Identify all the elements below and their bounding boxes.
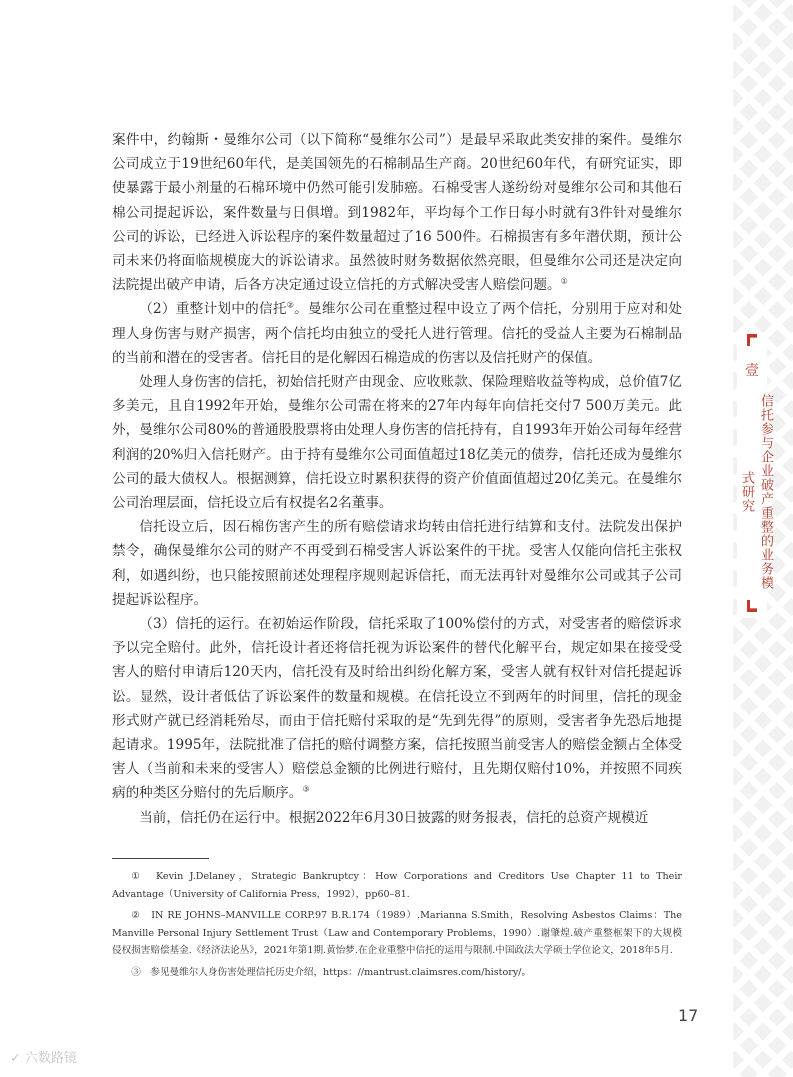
bracket-top-icon [747,334,757,346]
paragraph-text: 案件中，约翰斯・曼维尔公司（以下简称“曼维尔公司”）是最早采取此类安排的案件。曼维尔公司成立于19世纪60年代，是美国领先的石棉制品生产商。20世纪60年代，有研究证实，即使暴露于最小剂量的石棉环境中仍然可能引发肺癌。石棉受害人遂纷纷对曼维尔公司和其他石棉公司提起诉讼，案件数量与日俱增。到1982年，平均每个工作日每小时就有3件针对曼维尔公司的诉讼，已经进入诉讼程序的案件数量超过了16 500件。石棉损害有多年潜伏期，预计公司未来仍将面临规模庞大的诉讼请求。虽然彼时财务数据依然亮眼，但曼维尔公司还是决定向法院提出破产申请，后各方决定通过设立信托的方式解决受害人赔偿问题。 [112,132,682,294]
paragraph-text: 。曼维尔公司在重整过程中设立了两个信托，分别用于应对和处理人身伤害与财产损害，两个信托均由独立的受托人进行管理。信托的受益人主要为石棉制品的当前和潜在的受害者。信托目的是化解因石棉造成的伤害以及信托财产的保值。 [112,301,683,366]
chapter-side-tab [737,332,773,618]
paragraph: 当前，信托仍在运行中。根据2022年6月30日披露的财务报表，信托的总资产规模近 [139,809,649,826]
watermark-logo-icon: ✓ [10,1051,21,1066]
watermark [10,1047,77,1066]
chapter-number: 壹 [745,363,759,379]
paragraph-text: （3）信托的运行。在初始运作阶段，信托采取了100%偿付的方式，对受害者的赔偿诉求予以完全赔付。此外，信托设计者还将信托视为诉讼案件的替代化解平台，规定如果在接受受害人的赔付申请后120天内，信托没有及时给出纠纷化解方案，受害人就有权针对信托提起诉讼。显然，设计者低估了诉讼案件的数量和规模。在信托设立不到两年的时间里，信托的现金形式财产就已经消耗殆尽，而由于信托赔付采取的是“先到先得”的原则，受害者争先恐后地提起请求。1995年，法院批准了信托的赔付调整方案，信托按照当前受害人的赔偿金额占全体受害人（当前和未来的受害人）赔偿总金额的比例进行赔付，且先期仅赔付10%，并按照不同疾病的种类区分赔付的先后顺序。 [112,616,682,802]
footnote-1: ① Kevin J.Delaney，Strategic Bankruptcy：How Corporations and Creditors Use Chapter 11 to Their Advantage（University of California Press，1992），pp60–81. [112,871,682,900]
footnote-divider [112,858,209,859]
paragraph [112,128,682,297]
paragraph-heading: （2）重整计划中的信托 [139,301,287,318]
footnote-3: ③ 参见曼维尔人身伤害处理信托历史介绍，https：//mantrust.claimsres.com/history/。 [131,966,532,978]
paragraph: 信托设立后，因石棉伤害产生的所有赔偿请求均转由信托进行结算和支付。法院发出保护禁令，确保曼维尔公司的财产不再受到石棉受害人诉讼案件的干扰。受害人仅能向信托主张权利，如遇纠纷，也只能按照前述处理程序规则起诉信托，而无法再针对曼维尔公司或其子公司提起诉讼程序。 [112,519,682,608]
page-number: 17 [678,1006,699,1025]
footnote-2: ② IN RE JOHNS–MANVILLE CORP.97 B.R.174（1989）.Marianna S.Smith，Resolving Asbestos Claims：The Manville Personal Injury Settlement Trust（Law and Contemporary Problems，1990）.谢肇煌.破产重整框架下的大规模侵权损害赔偿基金.《经济法论丛》，2021年第1期.黄怡梦.在企业重整中信托的运用与限制.中国政法大学硕士学位论文，2018年5月. [112,910,682,957]
footnote-ref[interactable]: ② [286,300,295,310]
body-text [112,128,682,830]
paragraph [112,297,682,370]
footnote-ref[interactable]: ③ [302,784,310,794]
footnote-ref[interactable]: ① [560,276,568,286]
bracket-bottom-icon [747,600,757,612]
chapter-title: 信托参与企业破产重整的业务模式研究 [739,394,773,590]
paragraph: 处理人身伤害的信托，初始信托财产由现金、应收账款、保险理赔收益等构成，总价值7亿多美元，且自1992年开始，曼维尔公司需在将来的27年内每年向信托交付7 500万美元。此外，曼维尔公司80%的普通股股票将由处理人身伤害的信托持有，自1993年开始公司每年经营利润的20%归入信托财产。由于持有曼维尔公司面值超过18亿美元的债券，信托还成为曼维尔公司的最大债权人。根据测算，信托设立时累积获得的资产价值面值超过20亿美元。在曼维尔公司治理层面，信托设立后有权提名2名董事。 [112,374,682,512]
footnotes [112,868,682,986]
watermark-text: 六数路镜 [24,1051,77,1066]
paragraph [112,612,682,806]
